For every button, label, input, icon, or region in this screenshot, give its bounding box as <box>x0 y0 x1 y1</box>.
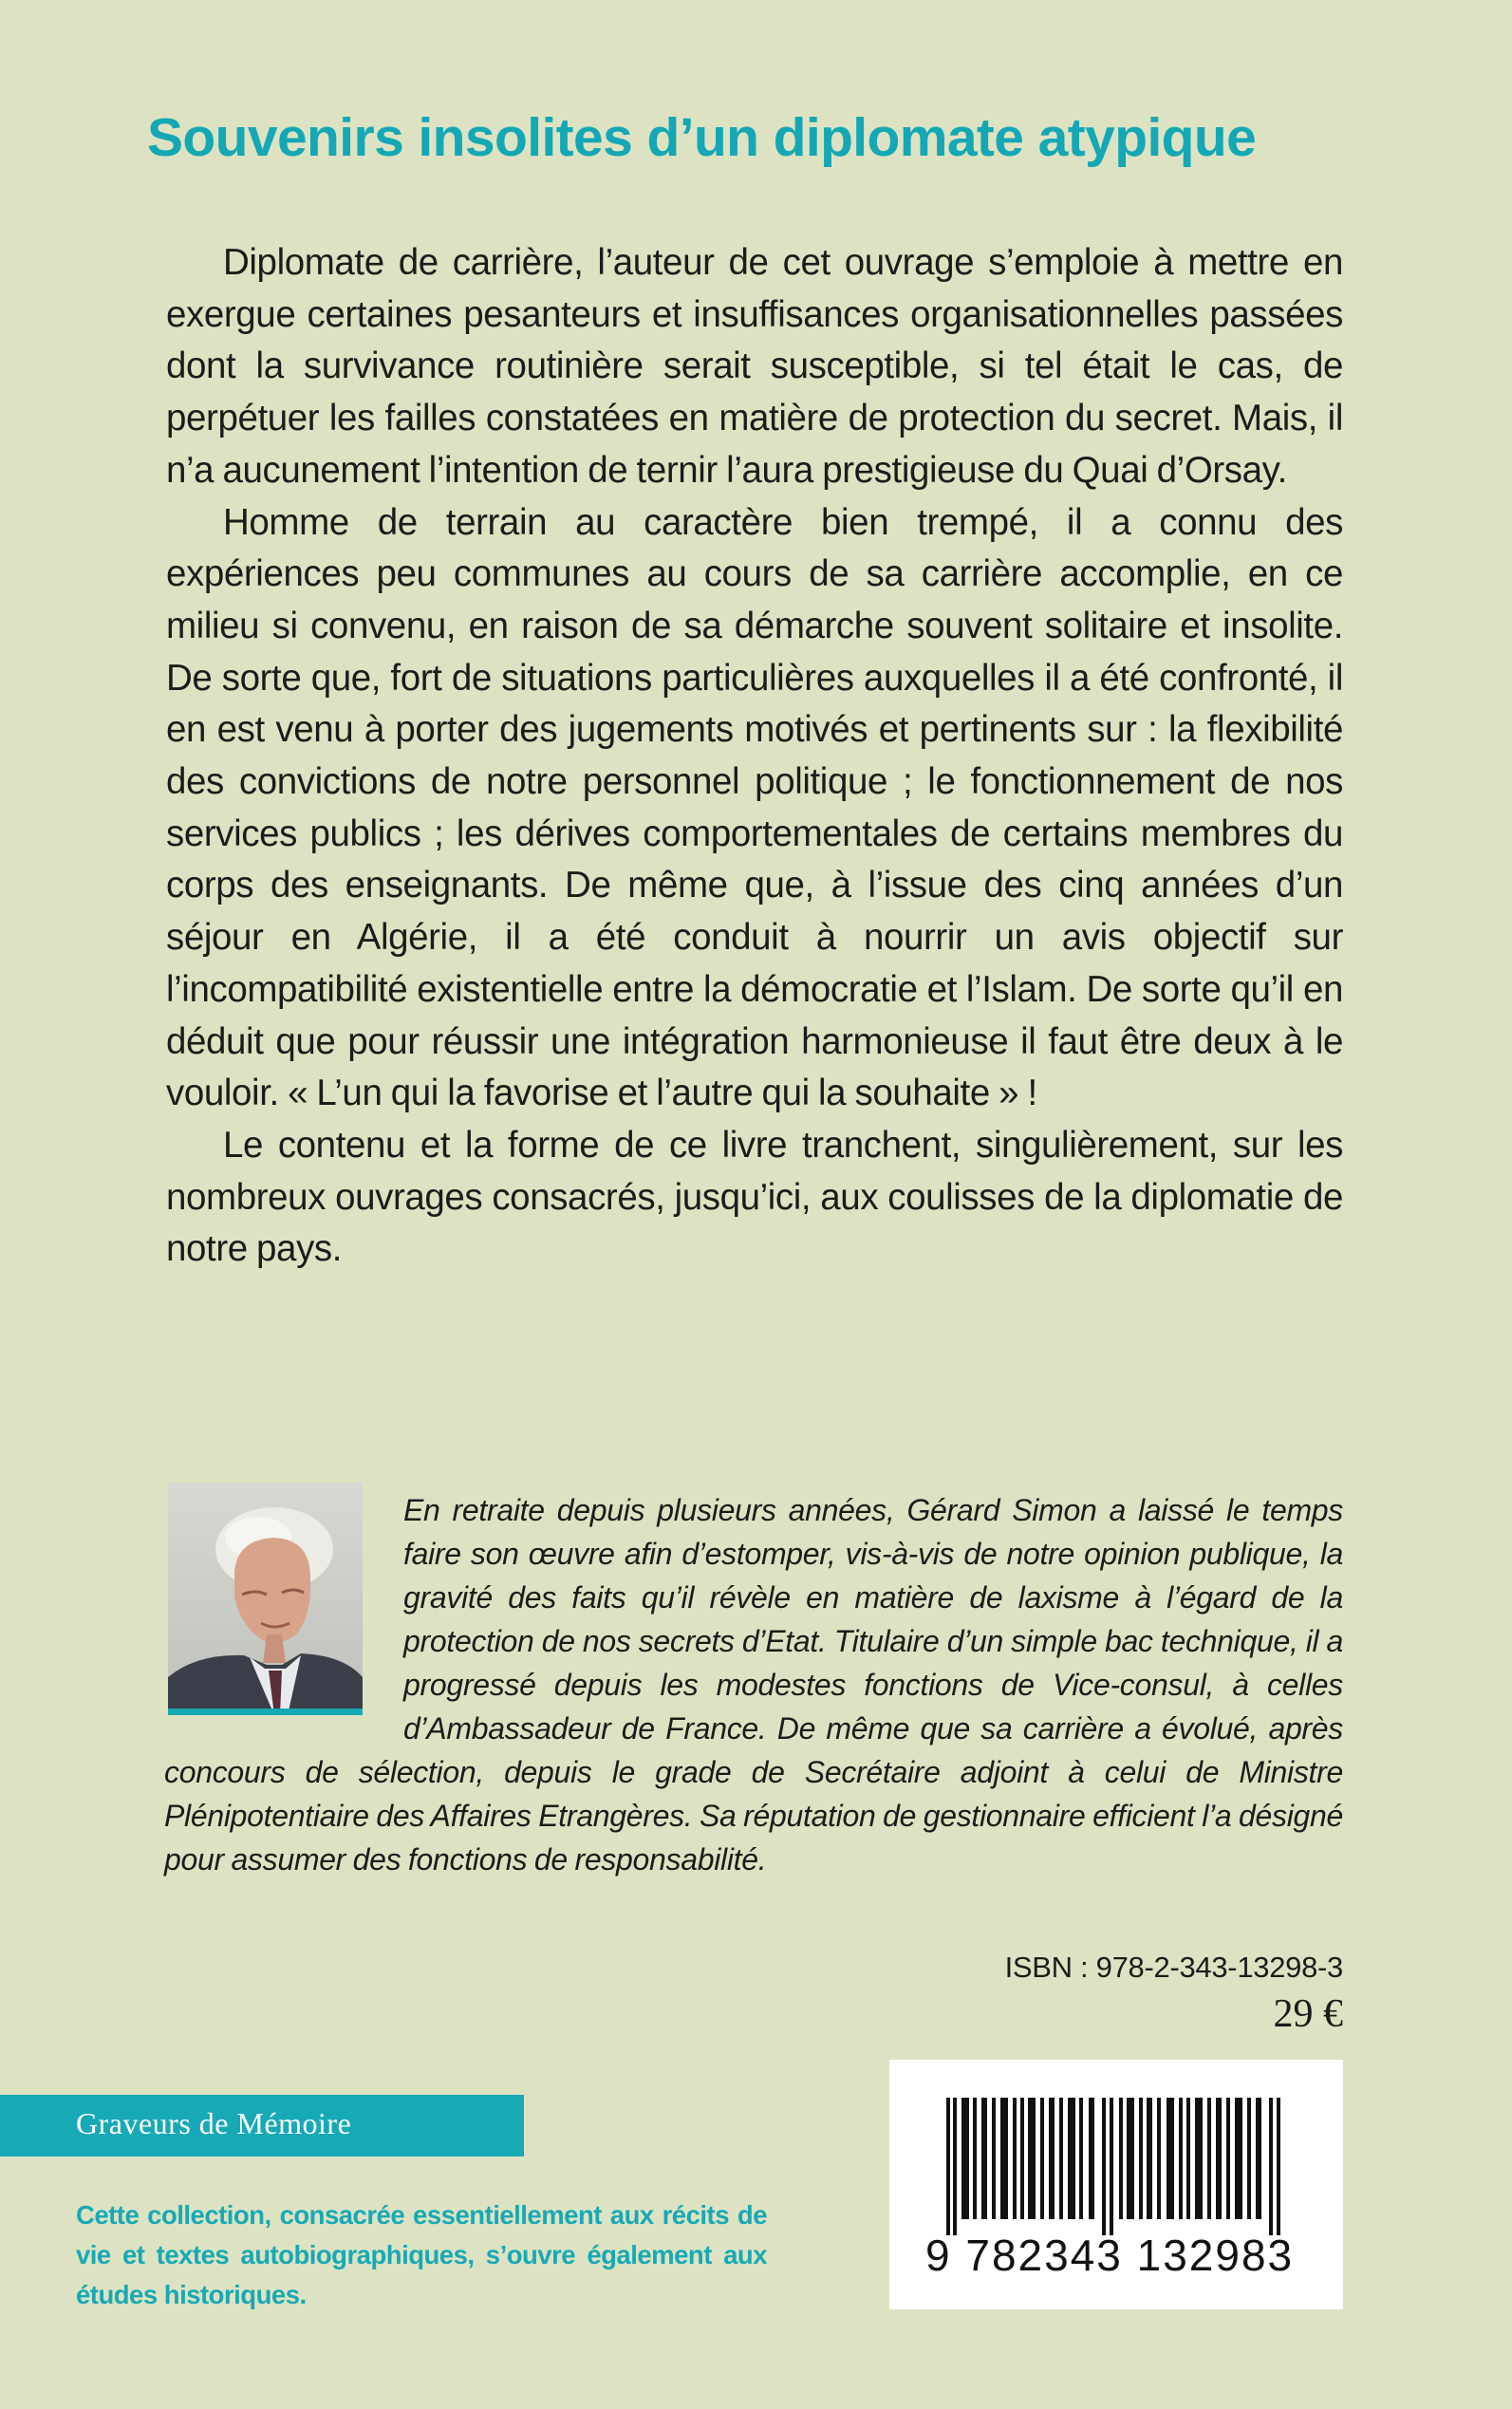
barcode <box>889 2060 1343 2309</box>
barcode-number: 9 782343 132983 <box>925 2231 1295 2280</box>
blurb <box>166 237 1343 1276</box>
blurb-paragraph: Homme de terrain au caractère bien trempé, il a connu des expériences peu communes au cours de sa carrière accomplie, en ce milieu si convenu, en raison de sa démarche souvent solitaire et insolite. De sorte que, fort de situations particulières auxquelles il a été confronté, il en est venu à porter des jugements motivés et pertinents sur : la flexibilité des convictions de notre personnel politique ; le fonctionnement de nos services publics ; les dérives comportementales de certains membres du corps des enseignants. De même que, à l’issue des cinq années d’un séjour en Algérie, il a été conduit à nourrir un avis objectif sur l’incompatibilité existentielle entre la démocratie et l’Islam. De sorte qu’il en déduit que pour réussir une intégration harmonieuse il faut être deux à le vouloir. « L’un qui la favorise et l’autre qui la souhaite » ! <box>166 501 1343 1114</box>
barcode-bars <box>946 2098 1288 2235</box>
blurb-paragraph: Le contenu et la forme de ce livre tranchent, singulièrement, sur les nombreux ouvrages consacrés, jusqu’ici, aux coulisses de la diplomatie de notre pays. <box>166 1124 1343 1270</box>
blurb-paragraph: Diplomate de carrière, l’auteur de cet ouvrage s’emploie à mettre en exergue certaines pesanteurs et insuffisances organisationnelles passées dont la survivance routinière serait susceptible, si tel était le cas, de perpétuer les failles constatées en matière de protection du secret. Mais, il n’a aucunement l’intention de ternir l’aura prestigieuse du Quai d’Orsay. <box>166 242 1343 491</box>
collection-name: Graveurs de Mémoire <box>76 2106 352 2140</box>
collection-description: Cette collection, consacrée essentiellement aux récits de vie et textes autobiographiques, s’ouvre également aux études historiques. <box>76 2200 767 2309</box>
book-title: Souvenirs insolites d’un diplomate atypique <box>147 107 1257 168</box>
author-bio: En retraite depuis plusieurs années, Gérard Simon a laissé le temps faire son œuvre afin d’estomper, vis-à-vis de notre opinion publique, la gravité des faits qu’il révèle en matière de laxisme à l’égard de la protection de nos secrets d’Etat. Titulaire d’un simple bac technique, il a progressé depuis les modestes fonctions de Vice-consul, à celles d’Ambassadeur de France. De même que sa carrière a évolué, après concours de sélection, depuis le grade de Secrétaire adjoint à celui de Ministre Plénipotentiaire des Affaires Etrangères. Sa réputation de gestionnaire efficient l’a désigné pour assumer des fonctions de responsabilité. <box>164 1493 1343 1877</box>
collection-band <box>0 2095 524 2157</box>
price: 29 € <box>1273 1992 1343 2036</box>
isbn: ISBN : 978-2-343-13298-3 <box>1004 1951 1343 1984</box>
